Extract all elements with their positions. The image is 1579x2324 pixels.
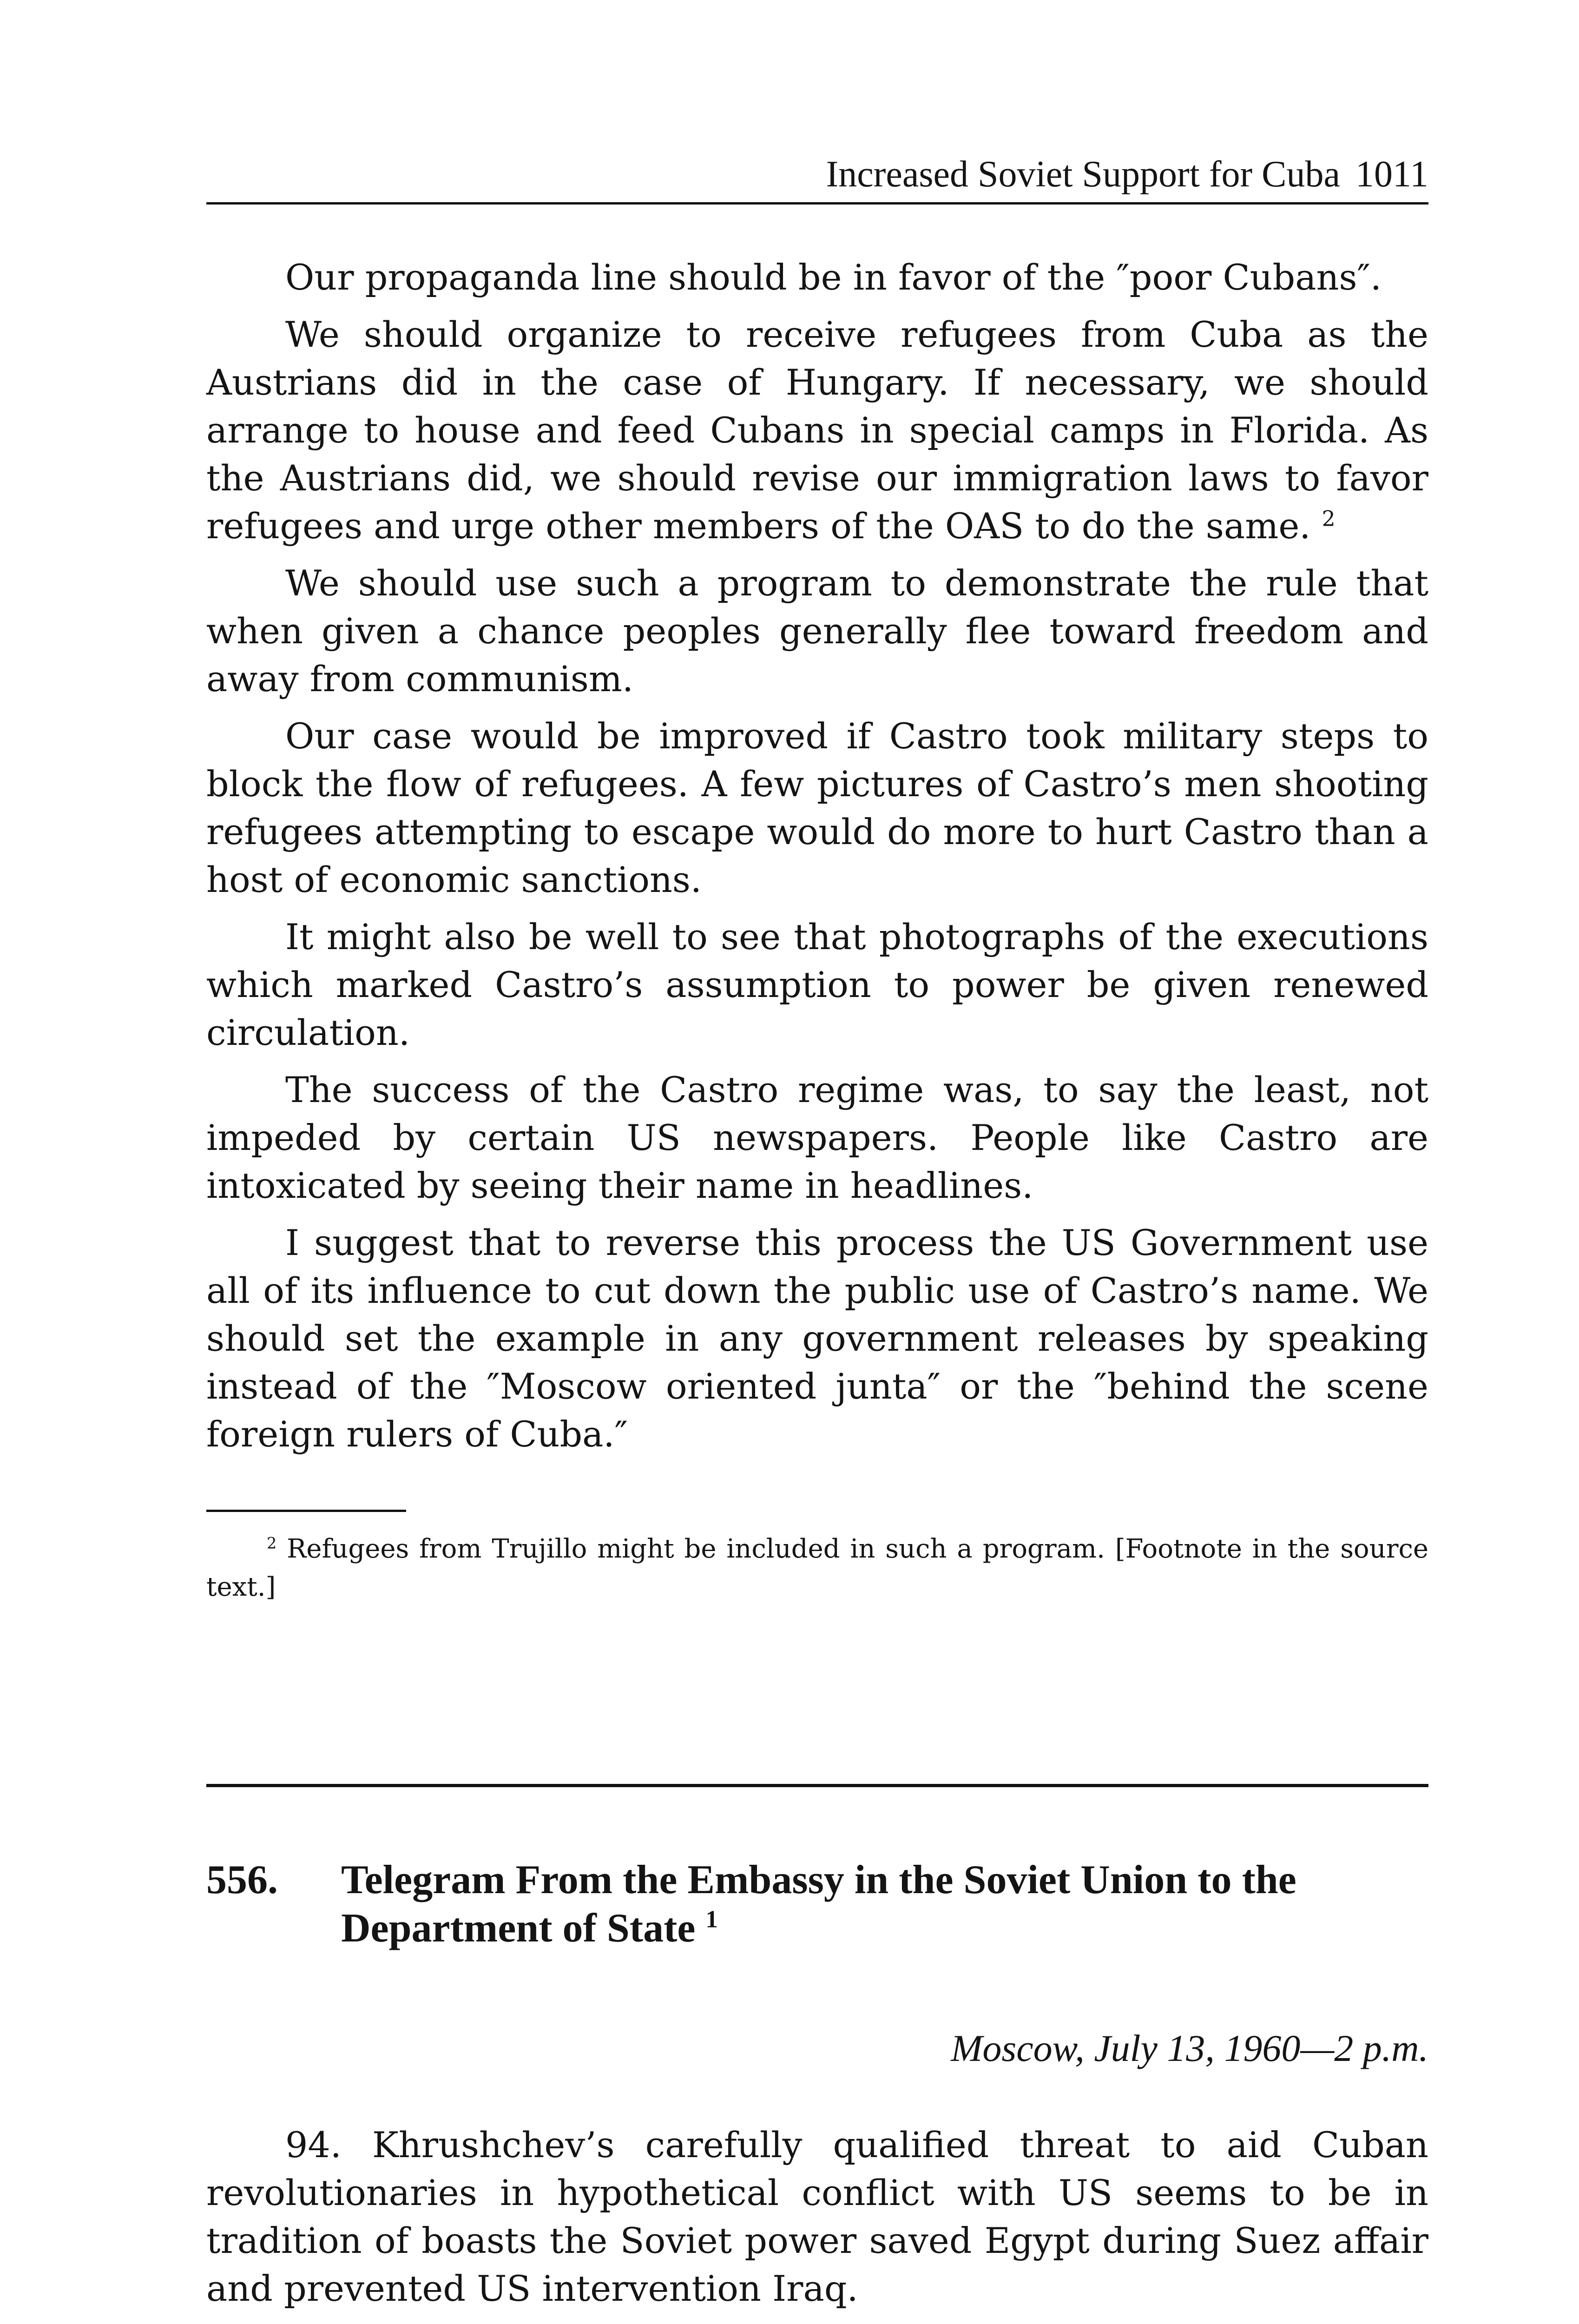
footnote	[206, 1530, 1428, 1606]
body-paragraph: 94. Khrushchev’s carefully qualified threat to aid Cuban revolutionaries in hypothetical conflict with US seems to be in tradition of boasts the Soviet power saved Egypt during Suez affair and prevented US intervention Iraq.	[206, 2124, 1428, 2309]
document-title	[341, 1856, 1428, 1953]
footnote-reference: 1	[705, 1906, 718, 1933]
telegram-text	[206, 2121, 1428, 2322]
body-paragraph: Our case would be improved if Castro took military steps to block the flow of refugees. A few pictures of Castro’s men shooting refugees attempting to escape would do more to hurt Castro than a host of economic sanctions.	[206, 715, 1428, 900]
memo-continuation	[206, 253, 1428, 1467]
page-number: 1011	[1355, 154, 1428, 195]
body-paragraph: We should use such a program to demonstrate the rule that when given a chance peoples generally flee toward freedom and away from communism.	[206, 562, 1428, 700]
body-paragraph: The success of the Castro regime was, to say the least, not impeded by certain US newspapers. People like Castro are intoxicated by seeing their name in headlines.	[206, 1069, 1428, 1206]
document-title-text: Telegram From the Embassy in the Soviet Union to the Department of State	[341, 1857, 1296, 1951]
footnote-text: Refugees from Trujillo might be included in such a program. [Footnote in the source text.]	[206, 1534, 1428, 1602]
paragraph-text: We should organize to receive refugees from Cuba as the Austrians did in the case of Hungary. If necessary, we should arrange to house and feed Cubans in special camps in Florida. As the Austrians did, we should revise our immigration laws to favor refugees and urge other members of the OAS to do the same.	[206, 314, 1428, 547]
footnote-marker: 2	[267, 1534, 277, 1552]
footnote-rule	[206, 1510, 406, 1512]
header-rule	[206, 202, 1428, 205]
running-title: Increased Soviet Support for Cuba	[826, 154, 1340, 195]
section-divider	[206, 1784, 1428, 1787]
footnote-reference: 2	[1322, 506, 1336, 531]
dateline: Moscow, July 13, 1960—2 p.m.	[951, 2027, 1428, 2069]
body-paragraph	[206, 310, 1428, 550]
document-number: 556.	[206, 1857, 278, 1902]
body-paragraph: I suggest that to reverse this process the US Government use all of its influence to cut down the public use of Castro’s name. We should set the example in any government releases by speaking instead of the ″Moscow oriented junta″ or the ″behind the scene foreign rulers of Cuba.″	[206, 1222, 1428, 1455]
body-paragraph: It might also be well to see that photographs of the executions which marked Castro’s assumption to power be given renewed circulation.	[206, 916, 1428, 1053]
body-paragraph: Our propaganda line should be in favor of the ″poor Cubans″.	[285, 257, 1382, 298]
running-head	[206, 153, 1428, 205]
